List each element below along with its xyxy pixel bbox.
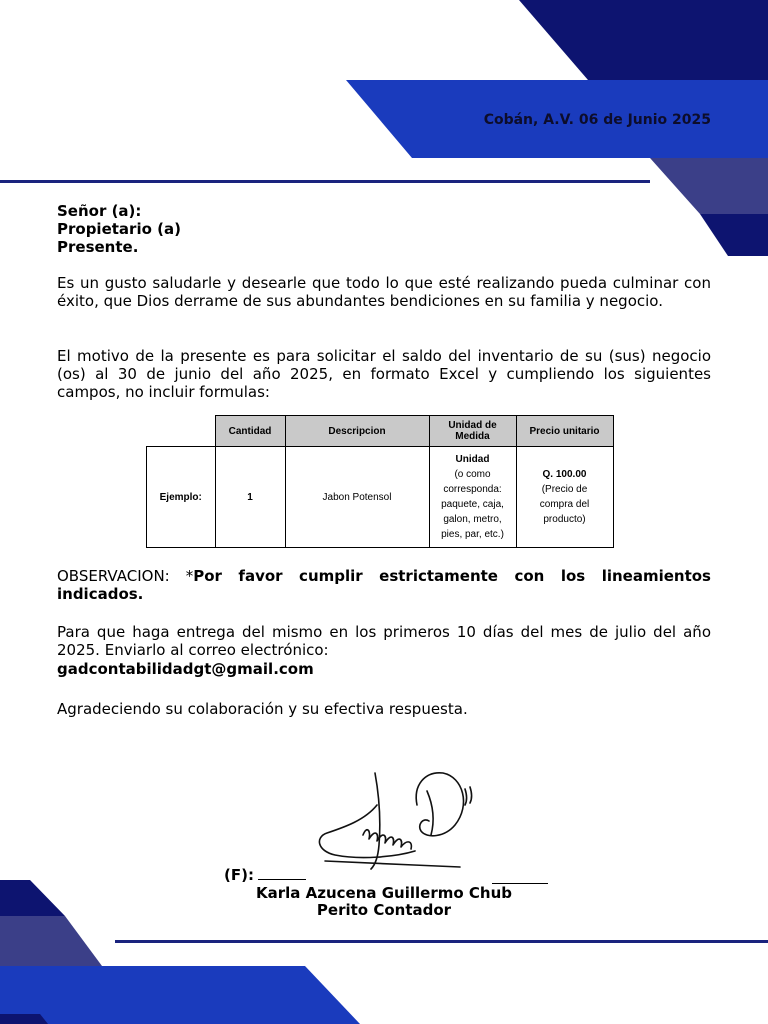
precio-note-line: (Precio de bbox=[541, 484, 588, 495]
unidad-note-line: galon, metro, bbox=[443, 514, 502, 525]
header-precio: Precio unitario bbox=[516, 416, 613, 447]
footer-navy-corner bbox=[0, 1014, 48, 1024]
signature-prefix: (F): bbox=[224, 866, 254, 884]
salutation-line: Señor (a): bbox=[57, 202, 142, 220]
observation-label: OBSERVACION: * bbox=[57, 567, 194, 585]
precio-note-line: compra del bbox=[539, 499, 590, 510]
signer-name: Karla Azucena Guillermo Chub bbox=[256, 884, 512, 902]
contact-email[interactable]: gadcontabilidadgt@gmail.com bbox=[57, 660, 314, 678]
cell-cantidad: 1 bbox=[215, 447, 285, 548]
header-rule bbox=[0, 180, 650, 183]
greeting-paragraph: Es un gusto saludarle y desearle que todo lo que esté realizando pueda culminar con éxito, que Dios derrame de sus abundantes bendiciones en su familia y negocio. bbox=[57, 274, 711, 310]
footer-royal-band bbox=[0, 966, 360, 1024]
precio-value: Q. 100.00 bbox=[542, 469, 587, 480]
footer-slate-band bbox=[0, 916, 102, 966]
unidad-note-line: paquete, caja, bbox=[441, 499, 504, 510]
signer-title: Perito Contador bbox=[316, 901, 452, 919]
letter-date: Cobán, A.V. 06 de Junio 2025 bbox=[483, 112, 711, 128]
observation-paragraph bbox=[57, 567, 711, 603]
header-navy-band bbox=[519, 0, 768, 80]
signature-blank-left bbox=[258, 879, 306, 880]
cell-precio bbox=[516, 447, 613, 548]
footer-navy-band bbox=[0, 880, 65, 916]
cell-unidad bbox=[429, 447, 516, 548]
signature-line bbox=[224, 866, 306, 884]
table-corner bbox=[147, 416, 216, 447]
salutation-block bbox=[57, 202, 711, 256]
table-header-row bbox=[147, 416, 614, 447]
cell-descripcion: Jabon Potensol bbox=[285, 447, 429, 548]
unidad-note-line: (o como bbox=[454, 469, 491, 480]
unidad-note-line: pies, par, etc.) bbox=[441, 529, 504, 540]
handwritten-signature bbox=[305, 765, 475, 875]
unidad-title: Unidad bbox=[455, 454, 490, 465]
unidad-note-line: corresponda: bbox=[443, 484, 502, 495]
request-paragraph: El motivo de la presente es para solicitar el saldo del inventario de su (sus) negocio (os) al 30 de junio del año 2025, en formato Excel y cumpliendo los siguientes campos, no incluir formulas: bbox=[57, 347, 711, 401]
salutation-line: Presente. bbox=[57, 238, 139, 256]
footer-rule bbox=[115, 940, 768, 943]
header-descripcion: Descripcion bbox=[285, 416, 429, 447]
signature-blank-right bbox=[492, 866, 548, 884]
closing-line: Agradeciendo su colaboración y su efectiva respuesta. bbox=[57, 700, 468, 718]
observation-text: Por favor cumplir estrictamente con los lineamientos indicados. bbox=[57, 567, 711, 603]
precio-note-line: producto) bbox=[543, 514, 586, 525]
header-cantidad: Cantidad bbox=[215, 416, 285, 447]
inventory-fields-table bbox=[146, 415, 614, 548]
delivery-paragraph: Para que haga entrega del mismo en los primeros 10 días del mes de julio del año 2025. Enviarlo al correo electrónico: bbox=[57, 623, 711, 659]
salutation-line: Propietario (a) bbox=[57, 220, 181, 238]
table-row bbox=[147, 447, 614, 548]
header-unidad: Unidad de Medida bbox=[429, 416, 516, 447]
row-label: Ejemplo: bbox=[147, 447, 216, 548]
